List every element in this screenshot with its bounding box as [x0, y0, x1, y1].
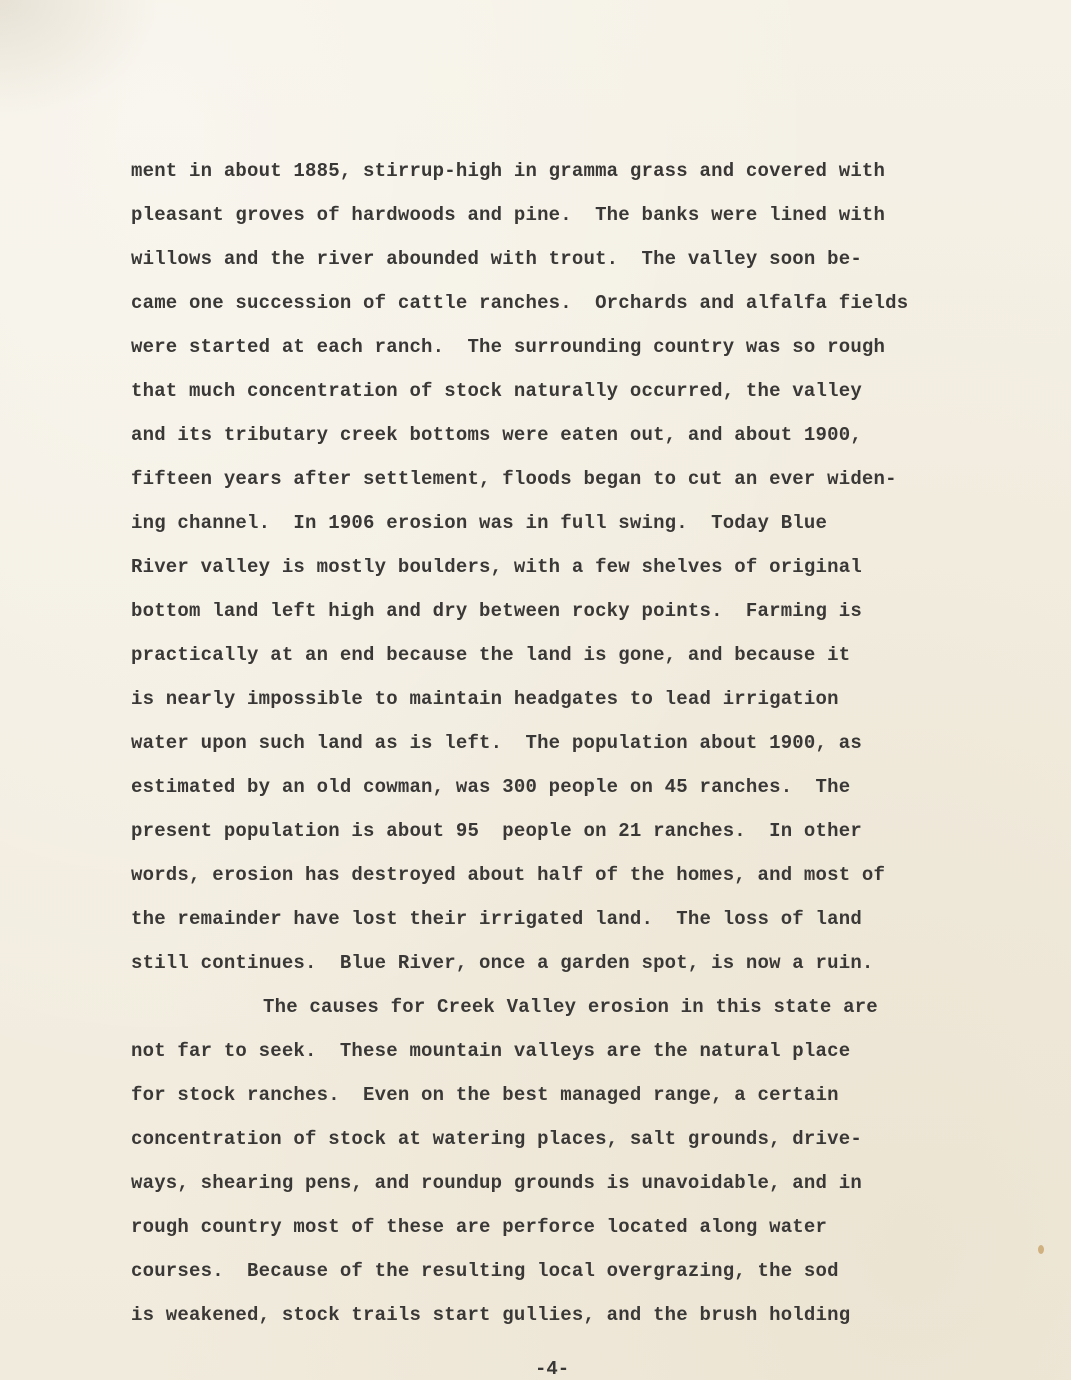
text-line: courses. Because of the resulting local overgrazing, the sod — [131, 1260, 839, 1282]
text-line: River valley is mostly boulders, with a few shelves of original — [131, 556, 862, 578]
page-number: -4- — [535, 1358, 570, 1380]
text-line: the remainder have lost their irrigated land. The loss of land — [131, 908, 862, 930]
text-line: practically at an end because the land is gone, and because it — [131, 644, 851, 666]
paragraph-start-line: The causes for Creek Valley erosion in this state are — [263, 996, 878, 1018]
text-line: ment in about 1885, stirrup-high in gramma grass and covered with — [131, 160, 886, 182]
text-line: rough country most of these are perforce located along water — [131, 1216, 828, 1238]
text-line: came one succession of cattle ranches. Orchards and alfalfa fields — [131, 292, 909, 314]
text-line: were started at each ranch. The surrounding country was so rough — [131, 336, 886, 358]
text-line: present population is about 95 people on 21 ranches. In other — [131, 820, 862, 842]
text-line: ways, shearing pens, and roundup grounds is unavoidable, and in — [131, 1172, 862, 1194]
text-line: words, erosion has destroyed about half of the homes, and most of — [131, 864, 886, 886]
text-line: pleasant groves of hardwoods and pine. The banks were lined with — [131, 204, 886, 226]
paper-stain — [1038, 1245, 1044, 1254]
text-line: is weakened, stock trails start gullies, and the brush holding — [131, 1304, 851, 1326]
text-line: still continues. Blue River, once a garden spot, is now a ruin. — [131, 952, 874, 974]
text-line: fifteen years after settlement, floods began to cut an ever widen- — [131, 468, 897, 490]
body-text — [131, 156, 1021, 1344]
text-line: that much concentration of stock naturally occurred, the valley — [131, 380, 862, 402]
text-line: estimated by an old cowman, was 300 people on 45 ranches. The — [131, 776, 851, 798]
paper-corner-shading — [0, 0, 160, 120]
text-line: bottom land left high and dry between rocky points. Farming is — [131, 600, 862, 622]
text-line: ing channel. In 1906 erosion was in full swing. Today Blue — [131, 512, 828, 534]
text-line: concentration of stock at watering places, salt grounds, drive- — [131, 1128, 862, 1150]
text-line: is nearly impossible to maintain headgates to lead irrigation — [131, 688, 839, 710]
text-line: not far to seek. These mountain valleys are the natural place — [131, 1040, 851, 1062]
text-line: for stock ranches. Even on the best managed range, a certain — [131, 1084, 839, 1106]
text-line: water upon such land as is left. The population about 1900, as — [131, 732, 862, 754]
text-line: and its tributary creek bottoms were eaten out, and about 1900, — [131, 424, 862, 446]
text-line: willows and the river abounded with trout. The valley soon be- — [131, 248, 862, 270]
